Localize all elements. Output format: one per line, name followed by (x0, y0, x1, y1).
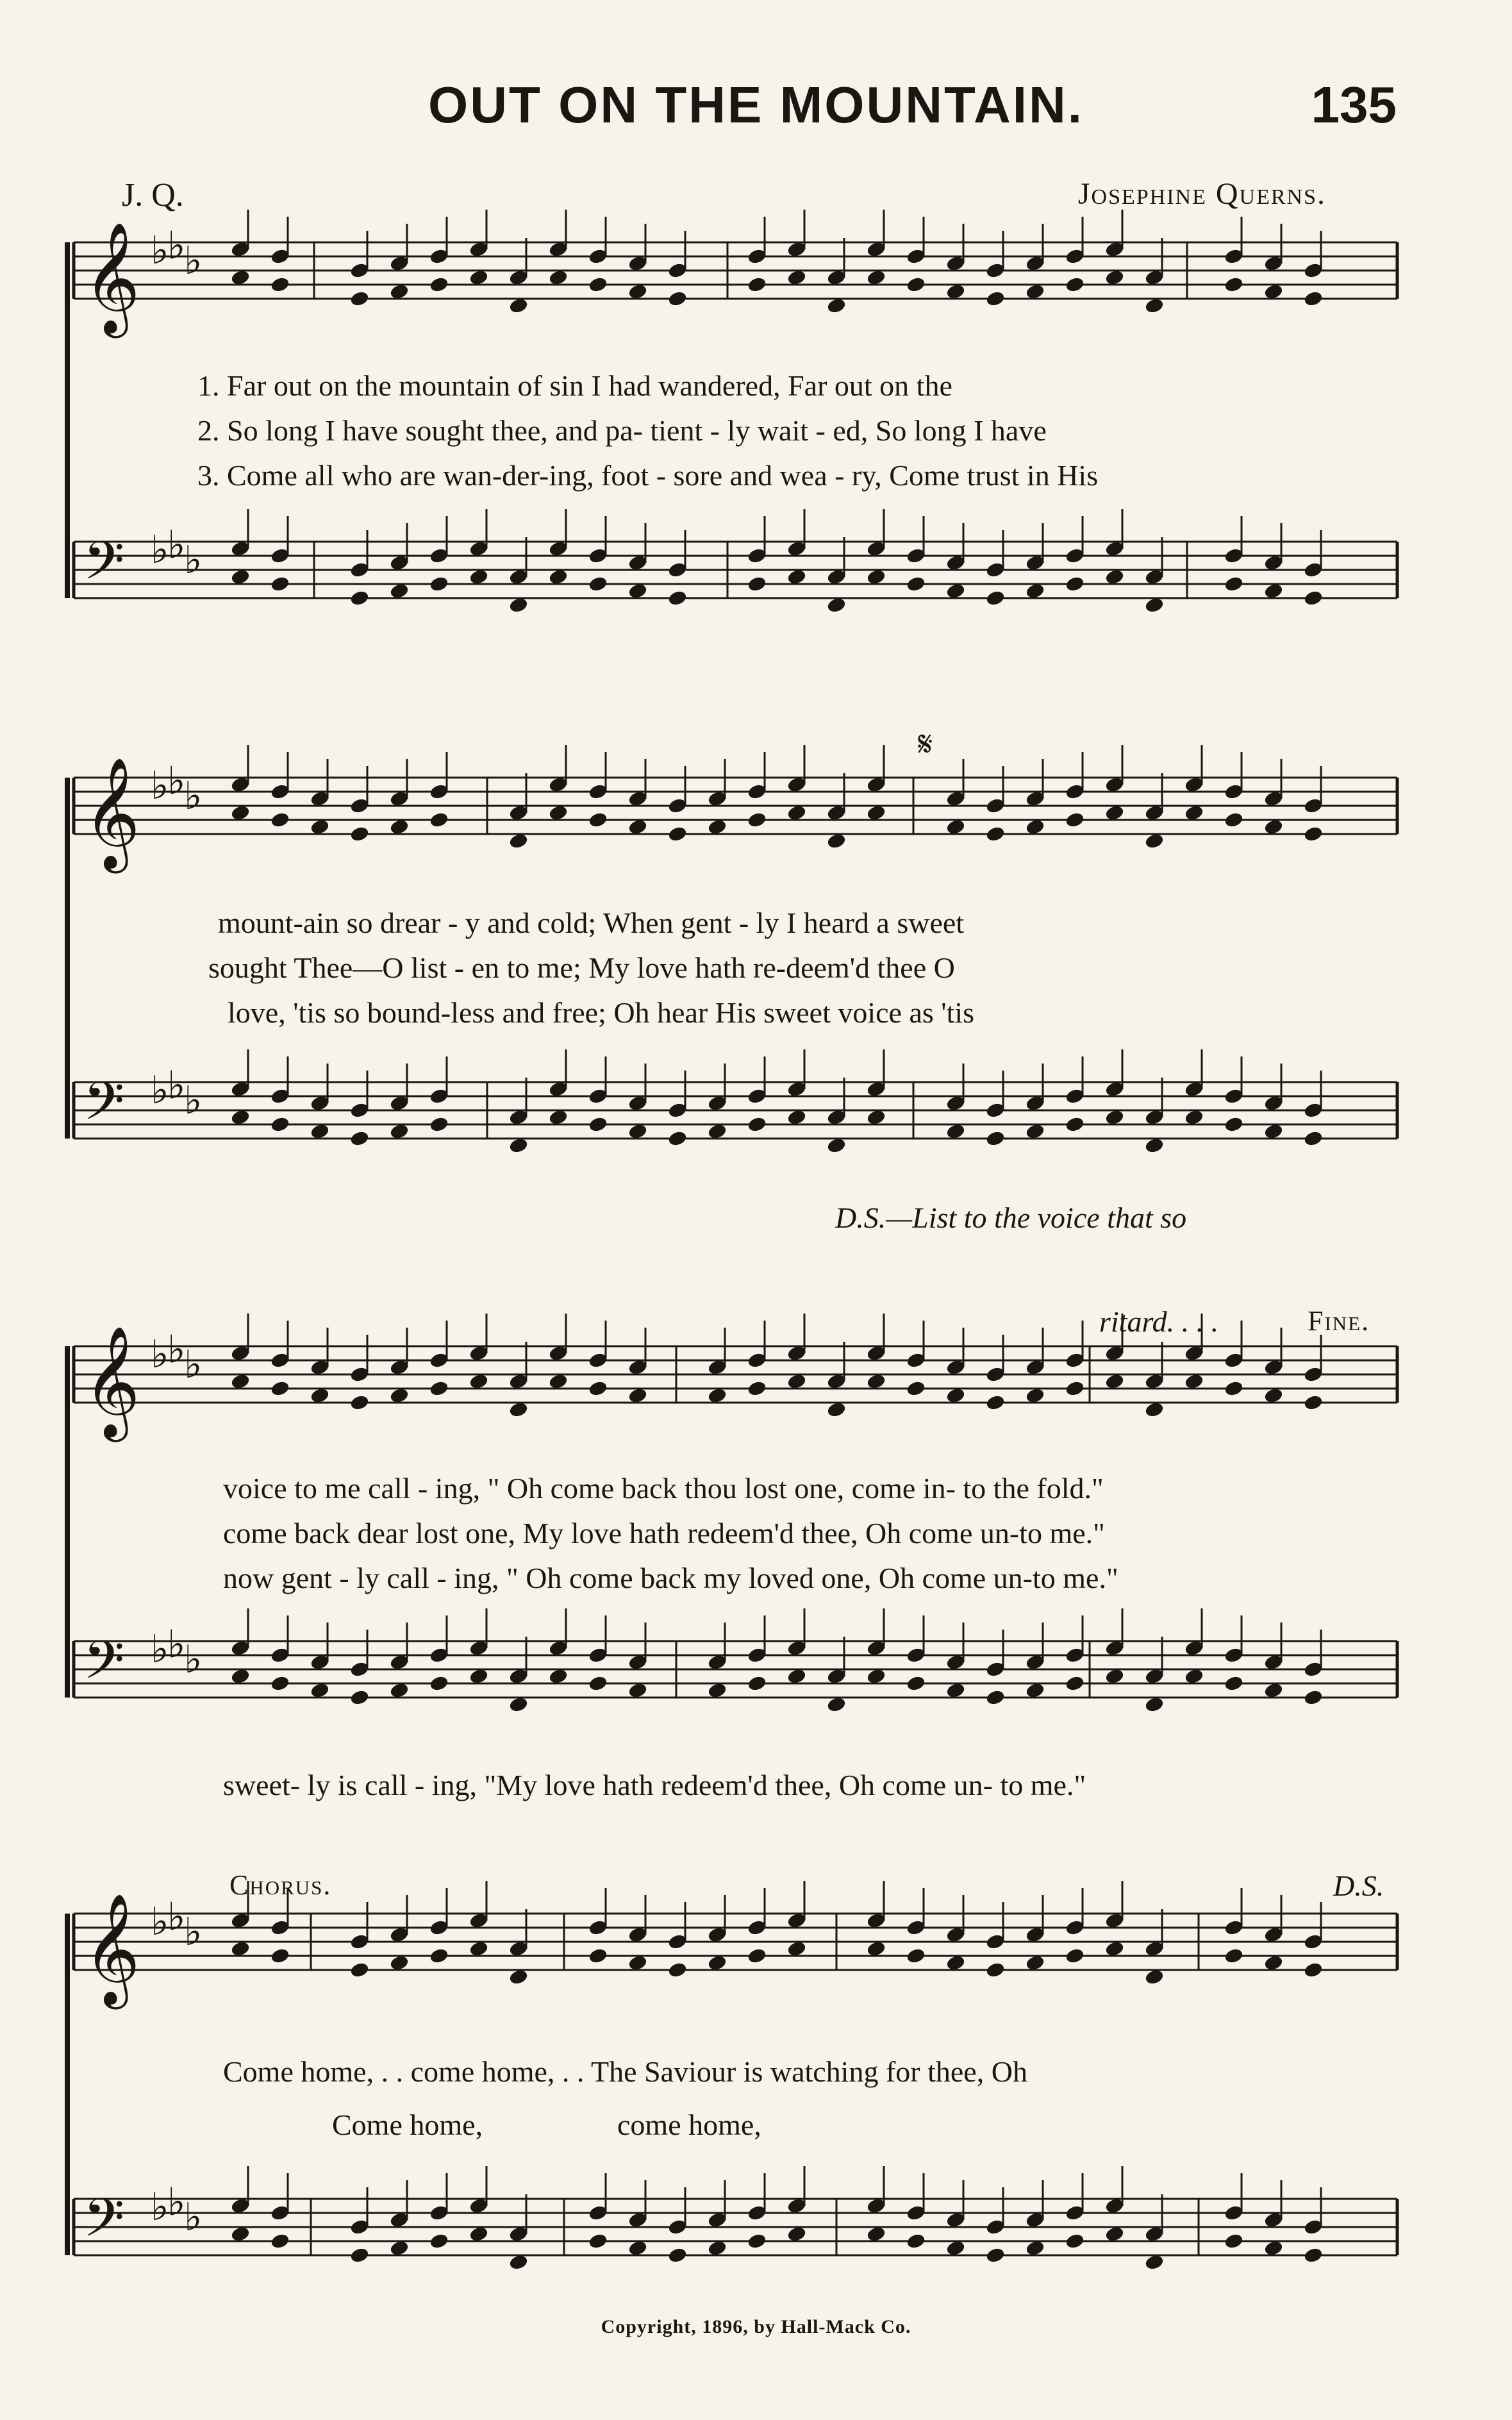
notehead (827, 297, 847, 314)
notehead (628, 1682, 648, 1699)
notehead (1026, 1955, 1045, 1971)
notehead (231, 1373, 251, 1390)
notehead (906, 2233, 926, 2249)
notehead (429, 1380, 449, 1397)
notehead (270, 1380, 290, 1397)
song-title: OUT ON THE MOUNTAIN. (428, 76, 1084, 133)
notehead (1026, 283, 1045, 300)
composer-name: Josephine Querns. (1077, 177, 1326, 211)
notehead (787, 269, 807, 286)
notehead (1105, 1109, 1125, 1126)
notehead (1184, 805, 1204, 821)
notehead (270, 1948, 290, 1964)
flat-icon: ♭ (151, 228, 169, 273)
notehead (231, 269, 251, 286)
flat-icon: ♭ (151, 1332, 169, 1377)
notehead (906, 276, 926, 293)
notehead (270, 2233, 290, 2249)
ds-lyric-line2: sweet- ly is call - ing, "My love hath redeem'd thee, Oh come un- to me." (223, 1769, 1086, 1801)
notehead (867, 2226, 886, 2242)
notehead (270, 276, 290, 293)
notehead (469, 1668, 489, 1685)
notehead (588, 812, 608, 828)
notehead (1264, 819, 1284, 835)
notehead (1145, 1401, 1165, 1418)
notehead (1264, 1123, 1284, 1140)
notehead (946, 583, 966, 599)
notehead (1065, 1380, 1085, 1397)
notehead (429, 1948, 449, 1964)
notehead (509, 833, 529, 849)
notehead (867, 1668, 886, 1685)
notehead (588, 1675, 608, 1692)
notehead (429, 812, 449, 828)
notehead (350, 826, 370, 842)
notehead (509, 297, 529, 314)
notehead (747, 1675, 767, 1692)
notehead (270, 1675, 290, 1692)
flat-icon: ♭ (151, 1068, 169, 1113)
notehead (350, 590, 370, 606)
notehead (549, 805, 569, 821)
notehead (986, 826, 1006, 842)
ritard-marking: ritard. . . . (1099, 1305, 1219, 1338)
copyright-notice: Copyright, 1896, by Hall-Mack Co. (601, 2316, 911, 2337)
notehead (628, 1955, 648, 1971)
notehead (588, 1116, 608, 1133)
notehead (946, 1955, 966, 1971)
notehead (747, 2233, 767, 2249)
notehead (827, 597, 847, 613)
notehead (946, 819, 966, 835)
notehead (747, 1380, 767, 1397)
notehead (986, 1689, 1006, 1706)
treble-clef-icon: 𝄞 (83, 757, 140, 869)
notehead (549, 1668, 569, 1685)
notehead (986, 1962, 1006, 1978)
notehead (310, 1682, 330, 1699)
notehead (1105, 805, 1125, 821)
notehead (231, 805, 251, 821)
flat-icon: ♭ (184, 2195, 203, 2240)
notehead (1184, 1668, 1204, 1685)
notehead (1065, 1675, 1085, 1692)
notehead (1105, 2226, 1125, 2242)
notehead (469, 1940, 489, 1957)
notehead (1026, 2240, 1045, 2257)
notehead (708, 1387, 727, 1404)
notehead (628, 1123, 648, 1140)
chorus-lyric-lower-a: Come home, (332, 2108, 483, 2141)
notehead (668, 2247, 688, 2264)
notehead (1304, 1689, 1324, 1706)
notehead (787, 569, 807, 585)
notehead (867, 805, 886, 821)
notehead (509, 1137, 529, 1154)
notehead (429, 1116, 449, 1133)
chorus-lyric-lower-b: come home, (617, 2108, 761, 2141)
notehead (270, 812, 290, 828)
notehead (390, 1955, 410, 1971)
notehead (350, 290, 370, 307)
flat-icon: ♭ (167, 1063, 186, 1108)
notehead (668, 826, 688, 842)
notehead (1224, 276, 1244, 293)
notehead (827, 1137, 847, 1154)
notehead (747, 1948, 767, 1964)
notehead (270, 1116, 290, 1133)
flat-icon: ♭ (184, 538, 203, 583)
notehead (747, 276, 767, 293)
notehead (1065, 812, 1085, 828)
notehead (867, 1373, 886, 1390)
ds-marking: D.S. (1333, 1869, 1384, 1902)
notehead (1145, 597, 1165, 613)
notehead (350, 1962, 370, 1978)
notehead (946, 1682, 966, 1699)
notehead (1145, 833, 1165, 849)
notehead (390, 819, 410, 835)
notehead (628, 819, 648, 835)
flat-icon: ♭ (167, 1622, 186, 1667)
notehead (231, 1668, 251, 1685)
notehead (588, 1948, 608, 1964)
notehead (390, 2240, 410, 2257)
notehead (429, 1675, 449, 1692)
notehead (270, 576, 290, 592)
notehead (747, 576, 767, 592)
notehead (946, 1123, 966, 1140)
verse1-line2: mount-ain so drear - y and cold; When gent - ly I heard a sweet (218, 906, 965, 939)
notehead (350, 1130, 370, 1147)
notehead (1026, 1682, 1045, 1699)
notehead (1026, 819, 1045, 835)
bass-clef-icon: 𝄢 (83, 1629, 125, 1704)
notehead (549, 1373, 569, 1390)
notehead (827, 833, 847, 849)
notehead (509, 1696, 529, 1713)
verse2-line3: come back dear lost one, My love hath redeem'd thee, Oh come un-to me." (223, 1517, 1105, 1549)
notehead (1065, 1116, 1085, 1133)
verse1-line1: 1. Far out on the mountain of sin I had wandered, Far out on the (197, 369, 952, 402)
notehead (787, 1668, 807, 1685)
notehead (1105, 269, 1125, 286)
notehead (1304, 590, 1324, 606)
notehead (390, 1123, 410, 1140)
notehead (469, 269, 489, 286)
notehead (1145, 1137, 1165, 1154)
notehead (906, 1948, 926, 1964)
notehead (708, 2240, 727, 2257)
notehead (231, 569, 251, 585)
notehead (350, 2247, 370, 2264)
flat-icon: ♭ (167, 1894, 186, 1940)
notehead (1105, 1940, 1125, 1957)
notehead (1224, 1675, 1244, 1692)
flat-icon: ♭ (184, 1342, 203, 1387)
notehead (1264, 1682, 1284, 1699)
notehead (310, 1123, 330, 1140)
notehead (549, 269, 569, 286)
flat-icon: ♭ (184, 238, 203, 283)
notehead (708, 1955, 727, 1971)
notehead (986, 590, 1006, 606)
notehead (390, 1682, 410, 1699)
bass-clef-icon: 𝄢 (83, 530, 125, 605)
chorus-lyric-upper: Come home, . . come home, . . The Saviour is watching for thee, Oh (223, 2055, 1027, 2088)
notehead (986, 2247, 1006, 2264)
flat-icon: ♭ (184, 1078, 203, 1123)
flat-icon: ♭ (151, 1899, 169, 1944)
notehead (986, 1394, 1006, 1411)
notehead (946, 2240, 966, 2257)
notehead (469, 569, 489, 585)
notehead (1065, 276, 1085, 293)
author-initials: J. Q. (122, 177, 184, 213)
notehead (588, 1380, 608, 1397)
notehead (509, 597, 529, 613)
notehead (668, 290, 688, 307)
verse1-line3: voice to me call - ing, " Oh come back thou lost one, come in- to the fold." (223, 1472, 1104, 1505)
notehead (827, 1401, 847, 1418)
notehead (1065, 1948, 1085, 1964)
flat-icon: ♭ (167, 522, 186, 568)
treble-clef-icon: 𝄞 (83, 222, 140, 333)
notehead (628, 2240, 648, 2257)
verse2-line1: 2. So long I have sought thee, and pa- tient - ly wait - ed, So long I have (197, 414, 1047, 447)
notehead (509, 2254, 529, 2271)
notehead (867, 269, 886, 286)
notehead (429, 276, 449, 293)
notehead (509, 1969, 529, 1985)
notehead (747, 812, 767, 828)
notehead (787, 1940, 807, 1957)
flat-icon: ♭ (184, 1910, 203, 1955)
notehead (1145, 1969, 1165, 1985)
notehead (628, 583, 648, 599)
notehead (350, 1394, 370, 1411)
notehead (1304, 2247, 1324, 2264)
notehead (708, 819, 727, 835)
notehead (429, 576, 449, 592)
notehead (231, 2226, 251, 2242)
notehead (1145, 2254, 1165, 2271)
notehead (986, 290, 1006, 307)
notehead (1026, 1123, 1045, 1140)
notehead (310, 1387, 330, 1404)
notehead (986, 1130, 1006, 1147)
notehead (787, 1109, 807, 1126)
flat-icon: ♭ (151, 1627, 169, 1672)
flat-icon: ♭ (167, 1327, 186, 1373)
verse3-line1: 3. Come all who are wan-der-ing, foot - sore and wea - ry, Come trust in His (197, 459, 1099, 492)
notehead (906, 576, 926, 592)
notehead (1304, 1130, 1324, 1147)
notehead (1304, 1962, 1324, 1978)
flat-icon: ♭ (167, 758, 186, 804)
bass-clef-icon: 𝄢 (83, 1070, 125, 1145)
notehead (1264, 2240, 1284, 2257)
notehead (1264, 283, 1284, 300)
notehead (1224, 1380, 1244, 1397)
notehead (231, 1940, 251, 1957)
notehead (1304, 290, 1324, 307)
notehead (946, 1387, 966, 1404)
treble-clef-icon: 𝄞 (83, 1326, 140, 1437)
bass-clef-icon: 𝄢 (83, 2187, 125, 2262)
notehead (787, 1373, 807, 1390)
notehead (588, 576, 608, 592)
flat-icon: ♭ (184, 774, 203, 819)
notehead (827, 1696, 847, 1713)
notehead (549, 569, 569, 585)
notehead (1264, 1387, 1284, 1404)
notehead (628, 1387, 648, 1404)
notehead (429, 2233, 449, 2249)
notehead (549, 1109, 569, 1126)
notehead (1224, 812, 1244, 828)
notehead (787, 2226, 807, 2242)
notehead (867, 1109, 886, 1126)
flat-icon: ♭ (167, 223, 186, 269)
chorus-label: Chorus. (229, 1869, 332, 1901)
notehead (1105, 1373, 1125, 1390)
notehead (1026, 1387, 1045, 1404)
notehead (1304, 1394, 1324, 1411)
notehead (588, 2233, 608, 2249)
notehead (310, 819, 330, 835)
verse3-line2: love, 'tis so bound-less and free; Oh hear His sweet voice as 'tis (228, 996, 975, 1029)
notehead (946, 283, 966, 300)
flat-icon: ♭ (151, 2185, 169, 2230)
notehead (1224, 1116, 1244, 1133)
ds-lyric-line1: D.S.—List to the voice that so (835, 1201, 1187, 1234)
segno-sign: 𝄋 (918, 725, 933, 764)
notehead (668, 590, 688, 606)
notehead (390, 583, 410, 599)
notehead (1065, 576, 1085, 592)
notehead (588, 276, 608, 293)
notehead (867, 1940, 886, 1957)
notehead (390, 1387, 410, 1404)
notehead (1264, 1955, 1284, 1971)
notehead (509, 1401, 529, 1418)
notehead (1304, 826, 1324, 842)
notehead (708, 1123, 727, 1140)
notehead (668, 1130, 688, 1147)
flat-icon: ♭ (151, 528, 169, 572)
notehead (1224, 576, 1244, 592)
notehead (1224, 1948, 1244, 1964)
notehead (1145, 1696, 1165, 1713)
notehead (390, 283, 410, 300)
notehead (1065, 2233, 1085, 2249)
treble-clef-icon: 𝄞 (83, 1893, 140, 2005)
page-number: 135 (1311, 76, 1397, 133)
flat-icon: ♭ (184, 1637, 203, 1682)
fine-marking: Fine. (1308, 1305, 1370, 1337)
notehead (1145, 297, 1165, 314)
notehead (906, 1675, 926, 1692)
verse2-line2: sought Thee—O list - en to me; My love hath re-deem'd thee O (208, 951, 955, 984)
notehead (1184, 1109, 1204, 1126)
notehead (1105, 1668, 1125, 1685)
notehead (469, 2226, 489, 2242)
notehead (1224, 2233, 1244, 2249)
notehead (350, 1689, 370, 1706)
notehead (469, 1373, 489, 1390)
flat-icon: ♭ (151, 764, 169, 808)
notehead (787, 805, 807, 821)
notehead (747, 1116, 767, 1133)
notehead (1264, 583, 1284, 599)
notehead (231, 1109, 251, 1126)
notehead (668, 1962, 688, 1978)
notehead (867, 569, 886, 585)
notehead (906, 1380, 926, 1397)
notehead (1184, 1373, 1204, 1390)
flat-icon: ♭ (167, 2180, 186, 2225)
notehead (1026, 583, 1045, 599)
verse3-line3: now gent - ly call - ing, " Oh come back my loved one, Oh come un-to me." (223, 1562, 1118, 1594)
notehead (708, 1682, 727, 1699)
notehead (628, 283, 648, 300)
notehead (1105, 569, 1125, 585)
